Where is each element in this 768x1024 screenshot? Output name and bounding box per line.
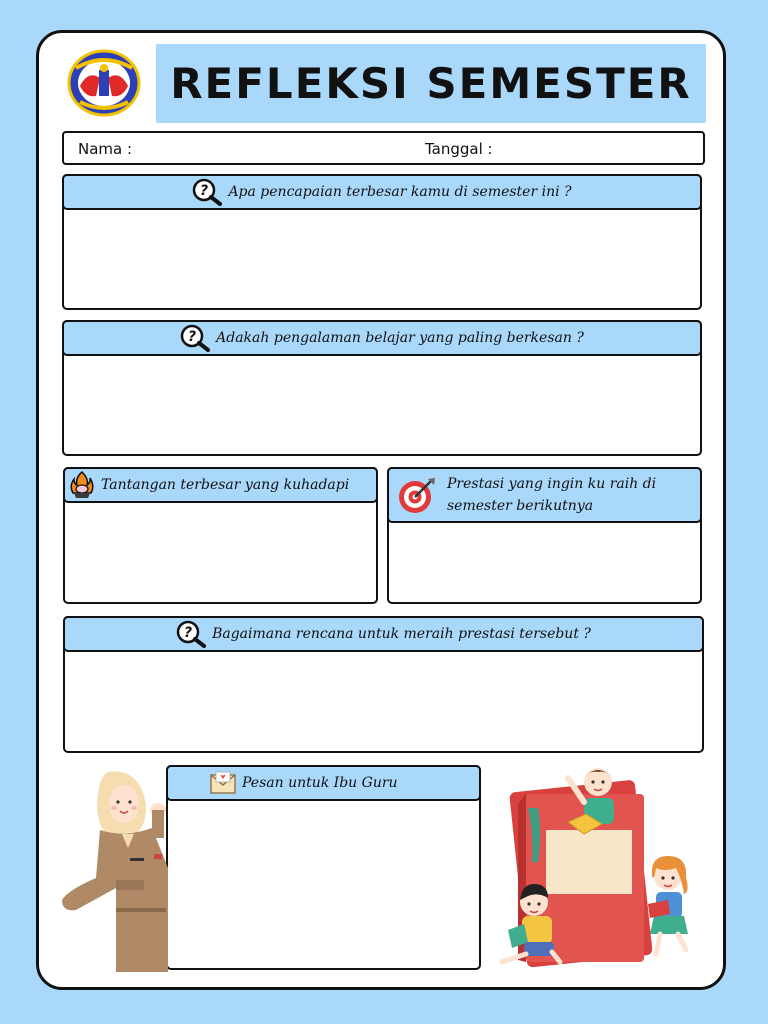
- section-label: Prestasi yang ingin ku raih di semester berikutnya: [447, 476, 657, 514]
- answer-box-challenge[interactable]: [63, 467, 378, 604]
- answer-box-achievement[interactable]: [62, 174, 702, 310]
- answer-box-message[interactable]: [166, 765, 481, 970]
- magnifier-question-icon: [192, 178, 222, 206]
- magnifier-question-icon: [176, 620, 206, 648]
- svg-text:?: ?: [184, 625, 193, 641]
- school-logo: [66, 48, 142, 118]
- section-header-message: [166, 765, 481, 801]
- page-title: REFLEKSI SEMESTER: [170, 59, 692, 108]
- teacher-illustration: [58, 768, 173, 972]
- section-header-plan: [63, 616, 704, 652]
- kids-reading-illustration: [498, 764, 706, 972]
- answer-box-goal[interactable]: [387, 467, 702, 604]
- section-label: Tantangan terbesar yang kuhadapi: [101, 477, 350, 493]
- section-label: Pesan untuk Ibu Guru: [242, 775, 398, 791]
- section-header-challenge: [63, 467, 378, 503]
- brain-fire-icon: [69, 470, 95, 500]
- section-header-achievement: [62, 174, 702, 210]
- svg-text:?: ?: [188, 329, 197, 345]
- name-date-field[interactable]: [62, 131, 705, 165]
- magnifier-question-icon: [180, 324, 210, 352]
- section-label: Apa pencapaian terbesar kamu di semester ini ?: [228, 184, 572, 200]
- target-arrow-icon: [397, 476, 437, 514]
- section-label: Bagaimana rencana untuk meraih prestasi tersebut ?: [212, 626, 591, 642]
- date-label: Tanggal :: [425, 140, 493, 158]
- name-label: Nama :: [78, 140, 133, 158]
- section-label: Adakah pengalaman belajar yang paling berkesan ?: [216, 330, 584, 346]
- section-header-goal: [387, 467, 702, 523]
- title-banner: [156, 44, 706, 123]
- section-header-experience: [62, 320, 702, 356]
- answer-box-plan[interactable]: [63, 616, 704, 753]
- svg-text:?: ?: [200, 183, 209, 199]
- envelope-heart-icon: [210, 771, 236, 795]
- answer-box-experience[interactable]: [62, 320, 702, 456]
